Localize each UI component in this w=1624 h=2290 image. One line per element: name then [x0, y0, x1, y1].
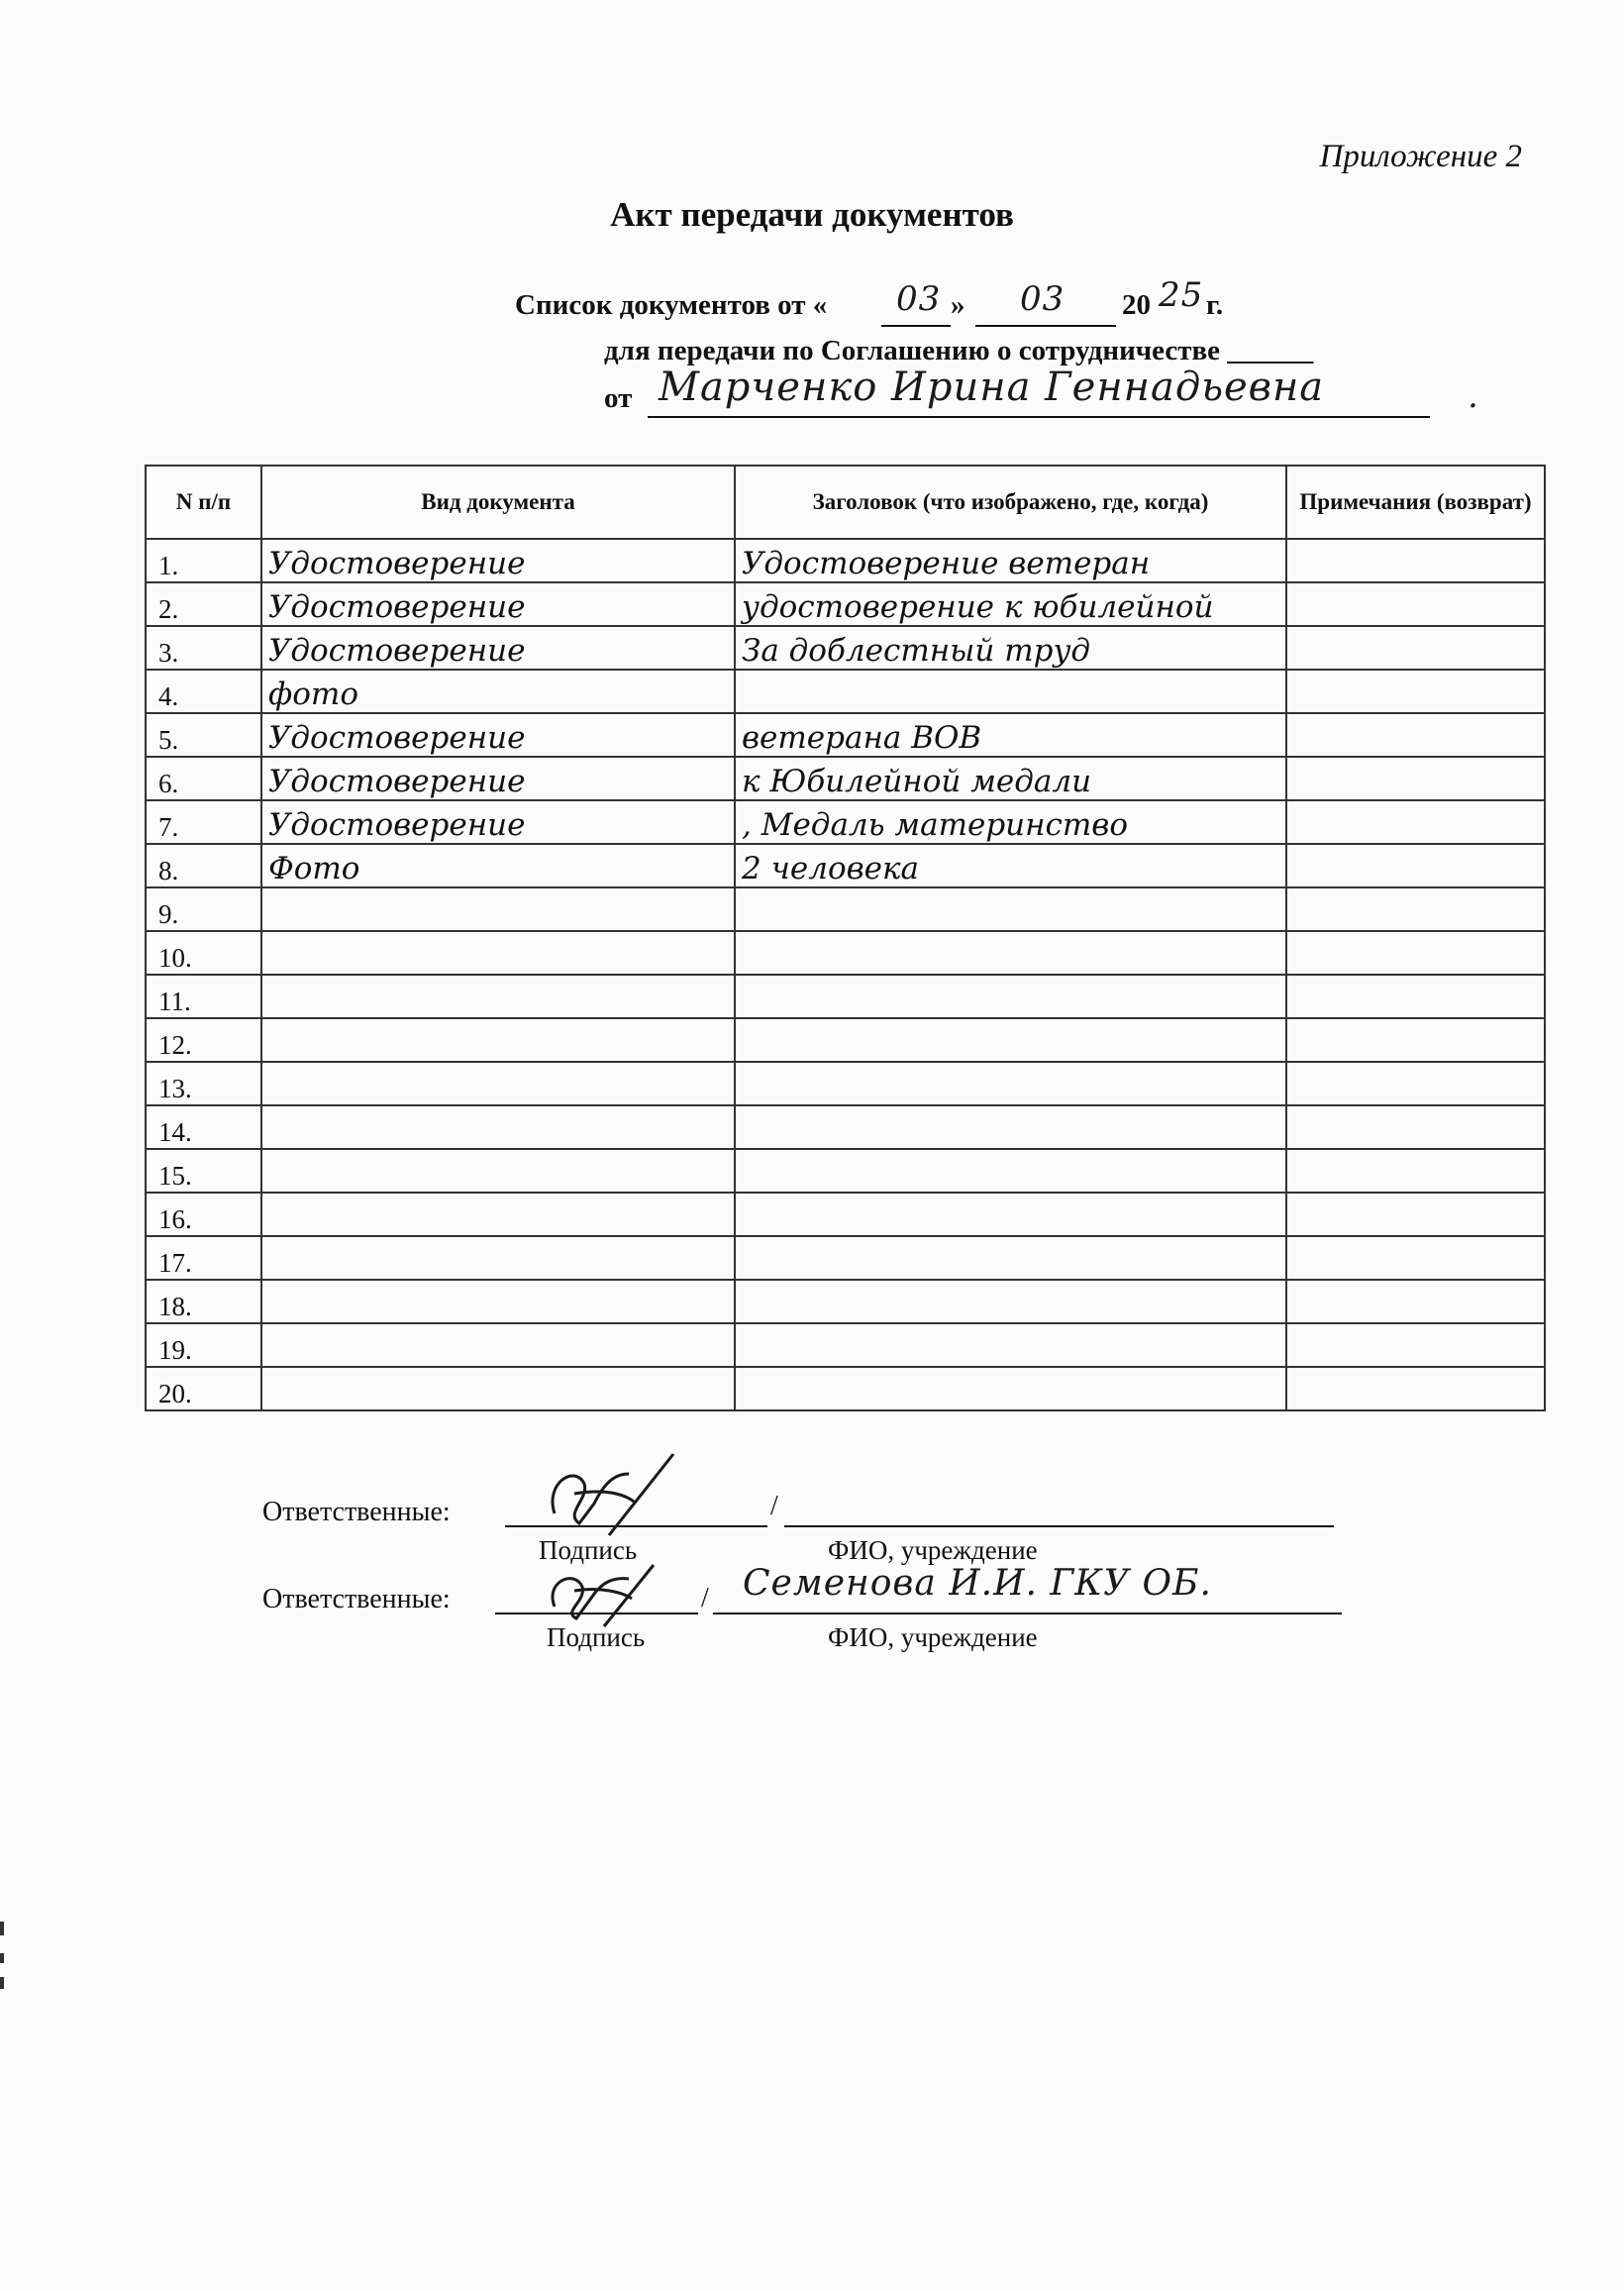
list-month: 03: [1020, 279, 1066, 319]
header-caption: Заголовок (что изображено, где, когда): [735, 466, 1286, 539]
documents-table: [145, 465, 1546, 1411]
name-caption-1: ФИО, учреждение: [828, 1535, 1038, 1565]
row-doc-type: [261, 1062, 735, 1105]
row-number: 12.: [146, 1018, 261, 1062]
row-number: 6.: [146, 757, 261, 800]
row-caption: [735, 1323, 1286, 1367]
row-caption: удостоверение к юбилейной: [735, 582, 1286, 626]
row-number: 14.: [146, 1105, 261, 1149]
row-doc-type: Удостоверение: [261, 800, 735, 844]
row-doc-type: [261, 1367, 735, 1410]
table-row: [146, 1323, 1545, 1367]
row-caption: [735, 1367, 1286, 1410]
row-doc-type: [261, 931, 735, 975]
row-number: 9.: [146, 887, 261, 931]
row-number: 10.: [146, 931, 261, 975]
row-note: [1286, 1193, 1545, 1236]
table-row: [146, 800, 1545, 844]
responsible-label-1: Ответственные:: [262, 1497, 451, 1527]
row-caption: ветерана ВОВ: [735, 713, 1286, 757]
list-line-prefix: Список документов от «: [515, 289, 828, 321]
table-row: [146, 1236, 1545, 1280]
signature-caption-2: Подпись: [547, 1622, 646, 1652]
table-row: [146, 757, 1545, 800]
row-number: 16.: [146, 1193, 261, 1236]
row-number: 5.: [146, 713, 261, 757]
row-caption: [735, 1236, 1286, 1280]
agreement-line: для передачи по Соглашению о сотрудничестве ______: [604, 335, 1314, 366]
table-row: [146, 975, 1545, 1018]
row-number: 2.: [146, 582, 261, 626]
row-number: 18.: [146, 1280, 261, 1323]
row-number: 13.: [146, 1062, 261, 1105]
row-note: [1286, 626, 1545, 670]
from-label: от: [604, 382, 633, 414]
from-end: .: [1468, 376, 1479, 416]
responsible-label-2: Ответственные:: [262, 1584, 451, 1614]
row-number: 20.: [146, 1367, 261, 1410]
scan-edge-mark: [0, 1922, 4, 1935]
row-doc-type: [261, 1236, 735, 1280]
row-note: [1286, 1062, 1545, 1105]
table-row: [146, 1062, 1545, 1105]
table-row: [146, 582, 1545, 626]
table-row: [146, 1105, 1545, 1149]
row-caption: [735, 1062, 1286, 1105]
row-doc-type: [261, 887, 735, 931]
row-doc-type: [261, 1149, 735, 1193]
header-number: N п/п: [146, 466, 261, 539]
list-line-sep: »: [951, 289, 965, 321]
row-doc-type: [261, 1105, 735, 1149]
row-number: 17.: [146, 1236, 261, 1280]
row-caption: [735, 1149, 1286, 1193]
row-caption: [735, 975, 1286, 1018]
row-note: [1286, 670, 1545, 713]
row-doc-type: [261, 1193, 735, 1236]
row-doc-type: [261, 1323, 735, 1367]
row-number: 7.: [146, 800, 261, 844]
row-note: [1286, 800, 1545, 844]
row-note: [1286, 931, 1545, 975]
header-notes: Примечания (возврат): [1286, 466, 1545, 539]
header-doc-type: Вид документа: [261, 466, 735, 539]
row-caption: [735, 1105, 1286, 1149]
row-caption: [735, 670, 1286, 713]
table-row: [146, 539, 1545, 582]
table-row: [146, 1193, 1545, 1236]
row-caption: [735, 931, 1286, 975]
row-note: [1286, 713, 1545, 757]
table-row: [146, 1149, 1545, 1193]
from-underline: [648, 416, 1430, 418]
row-doc-type: Удостоверение: [261, 539, 735, 582]
table-header-row: [146, 466, 1545, 539]
row-note: [1286, 1280, 1545, 1323]
table-row: [146, 1018, 1545, 1062]
row-number: 11.: [146, 975, 261, 1018]
table-row: [146, 626, 1545, 670]
row-doc-type: Удостоверение: [261, 757, 735, 800]
from-name: Марченко Ирина Геннадьевна: [659, 364, 1325, 410]
row-caption: к Юбилейной медали: [735, 757, 1286, 800]
list-year-suffix: 25: [1159, 275, 1204, 315]
scan-edge-mark: [0, 1953, 4, 1963]
table-row: [146, 1280, 1545, 1323]
list-year-end: г.: [1206, 289, 1224, 321]
row-note: [1286, 582, 1545, 626]
responsible-slash-1: /: [770, 1491, 778, 1521]
name-line-2: [713, 1613, 1342, 1614]
responsible-name-2: Семенова И.И. ГКУ ОБ.: [743, 1563, 1212, 1604]
row-number: 3.: [146, 626, 261, 670]
scan-edge-mark: [0, 1977, 4, 1989]
row-number: 4.: [146, 670, 261, 713]
row-caption: 2 человека: [735, 844, 1286, 887]
row-caption: [735, 1018, 1286, 1062]
row-caption: , Медаль материнство: [735, 800, 1286, 844]
row-caption: Удостоверение ветеран: [735, 539, 1286, 582]
row-doc-type: Удостоверение: [261, 626, 735, 670]
row-number: 1.: [146, 539, 261, 582]
table-row: [146, 844, 1545, 887]
row-note: [1286, 757, 1545, 800]
row-number: 19.: [146, 1323, 261, 1367]
row-doc-type: [261, 1018, 735, 1062]
row-note: [1286, 1236, 1545, 1280]
row-caption: За доблестный труд: [735, 626, 1286, 670]
row-number: 15.: [146, 1149, 261, 1193]
row-note: [1286, 1323, 1545, 1367]
row-note: [1286, 975, 1545, 1018]
month-underline: [975, 325, 1116, 327]
row-doc-type: [261, 975, 735, 1018]
row-note: [1286, 1367, 1545, 1410]
name-line-1: [784, 1525, 1334, 1527]
name-caption-2: ФИО, учреждение: [828, 1622, 1038, 1652]
row-doc-type: Удостоверение: [261, 582, 735, 626]
list-day: 03: [896, 279, 942, 319]
table-row: [146, 670, 1545, 713]
row-doc-type: фото: [261, 670, 735, 713]
row-note: [1286, 539, 1545, 582]
day-underline: [881, 325, 951, 327]
responsible-slash-2: /: [701, 1583, 709, 1613]
table-row: [146, 713, 1545, 757]
row-doc-type: Удостоверение: [261, 713, 735, 757]
row-doc-type: Фото: [261, 844, 735, 887]
appendix-label: Приложение 2: [1319, 139, 1522, 174]
row-doc-type: [261, 1280, 735, 1323]
row-caption: [735, 887, 1286, 931]
row-caption: [735, 1280, 1286, 1323]
row-note: [1286, 887, 1545, 931]
row-caption: [735, 1193, 1286, 1236]
row-number: 8.: [146, 844, 261, 887]
table-row: [146, 1367, 1545, 1410]
document-title: Акт передачи документов: [610, 195, 1014, 234]
row-note: [1286, 1018, 1545, 1062]
row-note: [1286, 1149, 1545, 1193]
table-row: [146, 931, 1545, 975]
row-note: [1286, 844, 1545, 887]
table-row: [146, 887, 1545, 931]
signature-caption-1: Подпись: [539, 1535, 638, 1565]
row-note: [1286, 1105, 1545, 1149]
list-year-prefix: 20: [1122, 289, 1151, 321]
